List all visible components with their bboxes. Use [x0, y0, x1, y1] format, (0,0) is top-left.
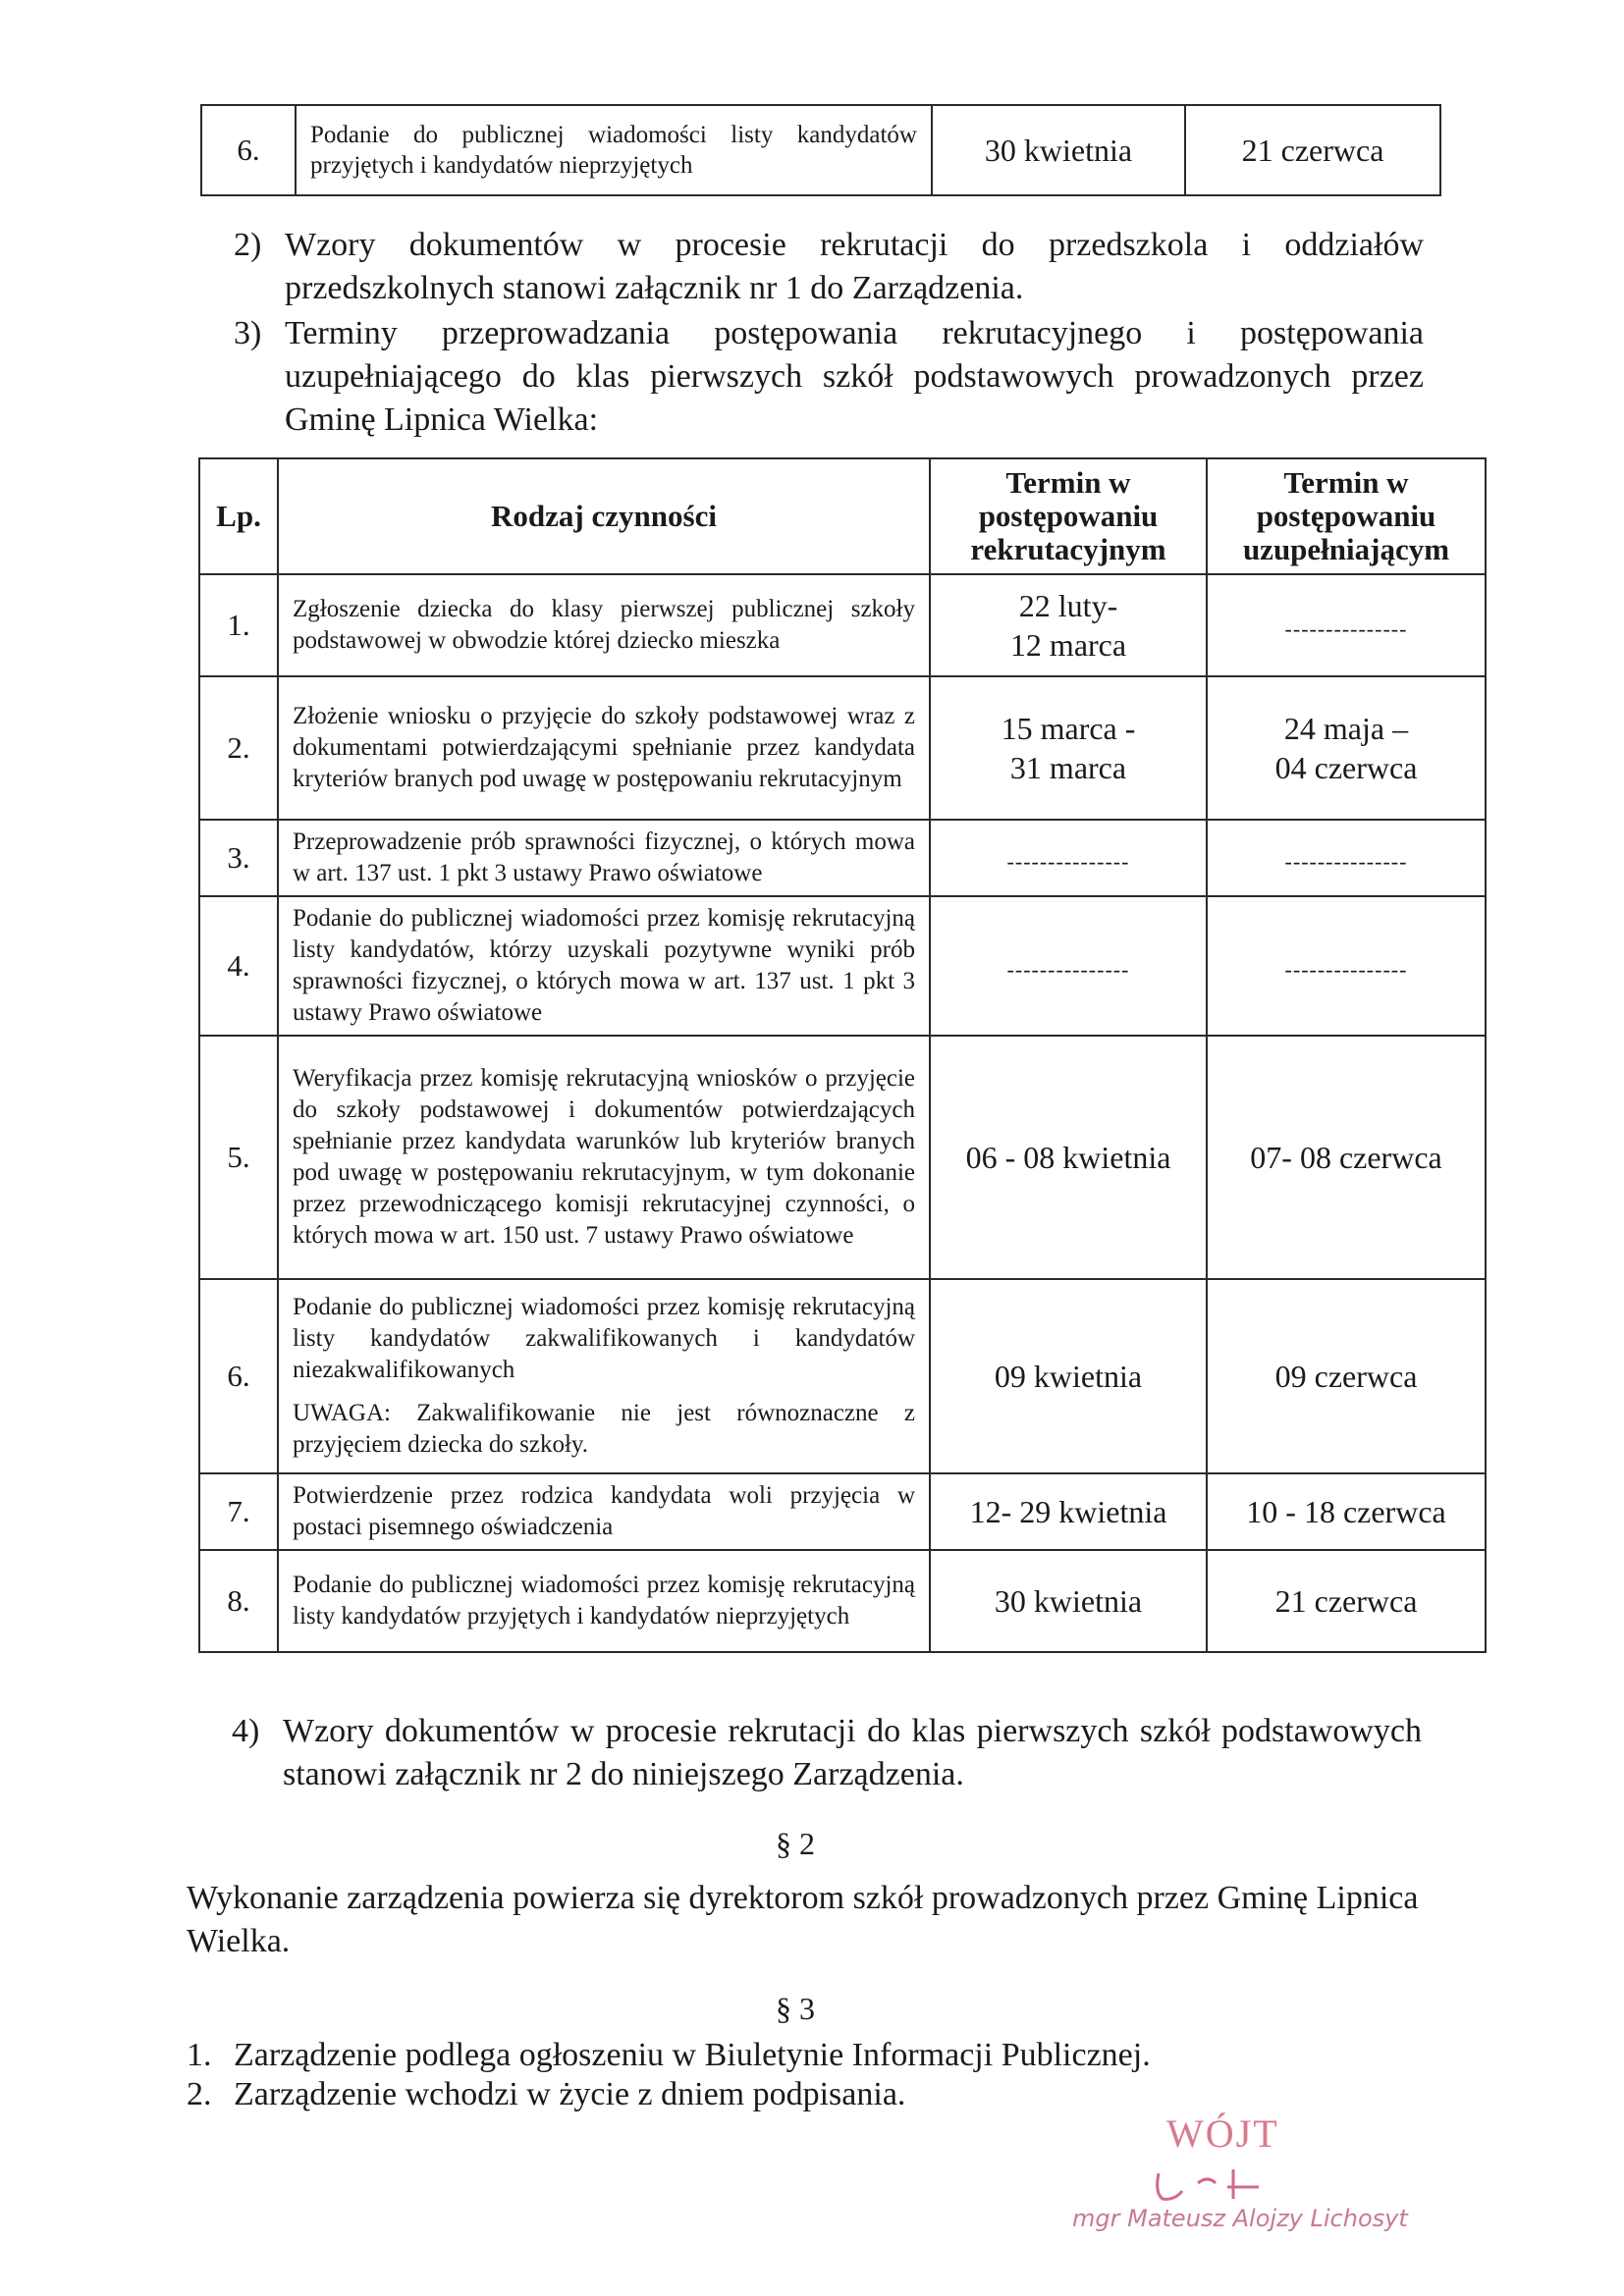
header-line: Termin w: [1005, 465, 1131, 500]
official-stamp: [1060, 2110, 1414, 2258]
empty-dash: ---------------: [1284, 957, 1408, 982]
empty-dash: ---------------: [1284, 849, 1408, 874]
header-line: postępowaniu: [1256, 499, 1436, 533]
row-number: 8.: [199, 1550, 278, 1652]
item-text: Wzory dokumentów w procesie rekrutacji do przedszkola i oddziałów przedszkolnych stanowi załącznik nr 1 do Zarządzenia.: [285, 227, 1424, 306]
header-line: rekrutacyjnym: [970, 532, 1166, 566]
row-date-recruitment: 12- 29 kwietnia: [930, 1473, 1207, 1550]
table-row: [199, 1036, 1486, 1279]
row-description: Złożenie wniosku o przyjęcie do szkoły podstawowej wraz z dokumentami potwierdzającymi spełnianie przez kandydata kryteriów branych pod uwagę w postępowaniu rekrutacyjnym: [278, 676, 930, 820]
date-line: 22 luty-: [1018, 588, 1118, 623]
row-date-supplementary: 10 - 18 czerwca: [1207, 1473, 1486, 1550]
item-label: 3): [234, 315, 262, 351]
item-label: 2): [234, 227, 262, 263]
table-row: [199, 1473, 1486, 1550]
item-text: Wzory dokumentów w procesie rekrutacji do klas pierwszych szkół podstawowych stanowi załącznik nr 2 do niniejszego Zarządzenia.: [283, 1713, 1422, 1792]
row-description-text: Podanie do publicznej wiadomości przez komisję rekrutacyjną listy kandydatów zakwalifikowanych i kandydatów niezakwalifikowanych: [293, 1294, 915, 1383]
item-number: 2.: [187, 2076, 212, 2112]
row-date-recruitment: [930, 574, 1207, 676]
row-date-supplementary: [1207, 896, 1486, 1036]
table-row: [199, 676, 1486, 820]
item-label: 4): [232, 1713, 260, 1749]
schedule-table: [198, 457, 1487, 1653]
section-3-item: [187, 2034, 1434, 2077]
row-description: Weryfikacja przez komisję rekrutacyjną wniosków o przyjęcie do szkoły podstawowej i dokumentów potwierdzających spełnianie przez kandydata warunków lub kryteriów branych pod uwagę w postępowaniu rekrutacyjnym, w tym dokonanie przez przewodniczącego komisji rekrutacyjnej czynności, o których mowa w art. 150 ust. 7 ustawy Prawo oświatowe: [278, 1036, 930, 1279]
row-date-recruitment: 30 kwietnia: [932, 105, 1185, 195]
paragraph-item-4: [232, 1710, 1422, 1796]
row-description: Potwierdzenie przez rodzica kandydata woli przyjęcia w postaci pisemnego oświadczenia: [278, 1473, 930, 1550]
header-rodzaj: Rodzaj czynności: [278, 458, 930, 574]
row-description: Podanie do publicznej wiadomości przez komisję rekrutacyjną listy kandydatów, którzy uzyskali pozytywne wyniki prób sprawności fizycznej, o których mowa w art. 137 ust. 1 pkt 3 ustawy Prawo oświatowe: [278, 896, 930, 1036]
row-number: 5.: [199, 1036, 278, 1279]
section-2-text: Wykonanie zarządzenia powierza się dyrektorom szkół prowadzonych przez Gminę Lipnica Wielka.: [187, 1880, 1419, 1959]
section-3-heading: § 3: [776, 1991, 815, 2026]
section-2-heading: § 2: [776, 1826, 815, 1861]
stamp-title: WÓJT: [1166, 2111, 1279, 2156]
item-text: Zarządzenie wchodzi w życie z dniem podpisania.: [234, 2076, 906, 2112]
row-date-recruitment: 06 - 08 kwietnia: [930, 1036, 1207, 1279]
row-date-recruitment: 30 kwietnia: [930, 1550, 1207, 1652]
top-table: [200, 104, 1441, 196]
table-row: [201, 105, 1440, 195]
date-line: 12 marca: [1009, 627, 1127, 663]
row-date-supplementary: 21 czerwca: [1207, 1550, 1486, 1652]
table-row: [199, 574, 1486, 676]
row-description: Zgłoszenie dziecka do klasy pierwszej publicznej szkoły podstawowej w obwodzie której dziecko mieszka: [278, 574, 930, 676]
row-date-supplementary: 09 czerwca: [1207, 1279, 1486, 1473]
paragraph-item-2: [234, 224, 1424, 310]
paragraph-item-3: [234, 312, 1424, 442]
row-description: Przeprowadzenie prób sprawności fizycznej, o których mowa w art. 137 ust. 1 pkt 3 ustawy Prawo oświatowe: [278, 820, 930, 896]
date-line: 24 maja –: [1283, 711, 1409, 746]
row-number: 3.: [199, 820, 278, 896]
row-date-supplementary: [1207, 676, 1486, 820]
table-header-row: [199, 458, 1486, 574]
header-line: postępowaniu: [978, 499, 1159, 533]
date-line: 31 marca: [1009, 750, 1127, 785]
empty-dash: ---------------: [1006, 957, 1130, 982]
header-lp: Lp.: [199, 458, 278, 574]
table-row: [199, 896, 1486, 1036]
row-number: 6.: [199, 1279, 278, 1473]
header-line: uzupełniającym: [1242, 532, 1450, 566]
row-date-recruitment: [930, 820, 1207, 896]
signatory-name: mgr Mateusz Alojzy Lichosyt: [1072, 2205, 1408, 2232]
row-date-supplementary: [1207, 574, 1486, 676]
date-line: 15 marca -: [1001, 711, 1136, 746]
empty-dash: ---------------: [1284, 616, 1408, 641]
row-date-supplementary: 21 czerwca: [1185, 105, 1440, 195]
row-number: 1.: [199, 574, 278, 676]
row-number: 7.: [199, 1473, 278, 1550]
header-termin-rekrutacyjny: [930, 458, 1207, 574]
row-number: 6.: [201, 105, 296, 195]
item-text: Zarządzenie podlega ogłoszeniu w Biuletynie Informacji Publicznej.: [234, 2037, 1151, 2073]
row-date-supplementary: [1207, 820, 1486, 896]
row-number: 2.: [199, 676, 278, 820]
row-description: Podanie do publicznej wiadomości listy kandydatów przyjętych i kandydatów nieprzyjętych: [296, 105, 932, 195]
header-line: Termin w: [1283, 465, 1409, 500]
signature: [1060, 2154, 1414, 2213]
table-row: [199, 1279, 1486, 1473]
row-date-recruitment: [930, 676, 1207, 820]
table-row: [199, 820, 1486, 896]
date-line: 04 czerwca: [1274, 750, 1418, 785]
header-termin-uzupelniajacy: [1207, 458, 1486, 574]
item-text: Terminy przeprowadzania postępowania rekrutacyjnego i postępowania uzupełniającego do klas pierwszych szkół podstawowych prowadzonych przez Gminę Lipnica Wielka:: [285, 315, 1424, 438]
row-description: [278, 1279, 930, 1473]
row-date-supplementary: 07- 08 czerwca: [1207, 1036, 1486, 1279]
item-number: 1.: [187, 2037, 212, 2073]
row-note: UWAGA: Zakwalifikowanie nie jest równoznaczne z przyjęciem dziecka do szkoły.: [293, 1400, 915, 1458]
row-number: 4.: [199, 896, 278, 1036]
empty-dash: ---------------: [1006, 849, 1130, 874]
row-description: Podanie do publicznej wiadomości przez komisję rekrutacyjną listy kandydatów przyjętych i kandydatów nieprzyjętych: [278, 1550, 930, 1652]
table-row: [199, 1550, 1486, 1652]
row-date-recruitment: [930, 896, 1207, 1036]
row-date-recruitment: 09 kwietnia: [930, 1279, 1207, 1473]
